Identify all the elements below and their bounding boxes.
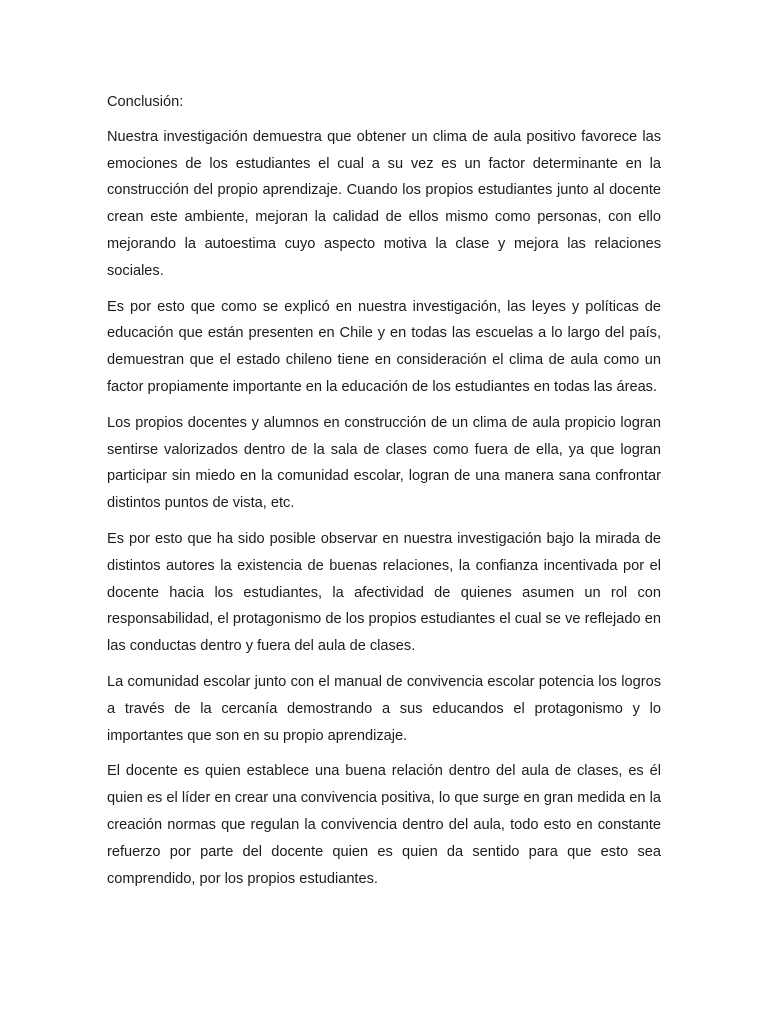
paragraph-3: Los propios docentes y alumnos en construcción de un clima de aula propicio logran sentirse valorizados dentro de la sala de clases como fuera de ella, ya que logran participar sin miedo en la comunidad escolar, logran de una manera sana confrontar distintos puntos de vista, etc. — [107, 414, 661, 512]
section-heading: Conclusión: — [107, 94, 184, 110]
paragraph-1: Nuestra investigación demuestra que obtener un clima de aula positivo favorece las emociones de los estudiantes el cual a su vez es un factor determinante en la construcción del propio aprendizaje. Cuando los propios estudiantes junto al docente crean este ambiente, mejoran la calidad de ellos mismo como personas, con ello mejorando la autoestima cuyo aspecto motiva la clase y mejora las relaciones sociales. — [107, 128, 661, 279]
paragraph-6: El docente es quien establece una buena relación dentro del aula de clases, es él quien es el líder en crear una convivencia positiva, lo que surge en gran medida en la creación normas que regulan la convivencia dentro del aula, todo esto en constante refuerzo por parte del docente quien es quien da sentido para que esto sea comprendido, por los propios estudiantes. — [107, 763, 661, 887]
document-body — [107, 89, 661, 901]
paragraph-2: Es por esto que como se explicó en nuestra investigación, las leyes y políticas de educación que están presenten en Chile y en todas las escuelas a lo largo del país, demuestran que el estado chileno tiene en consideración el clima de aula como un factor propiamente importante en la educación de los estudiantes en todas las áreas. — [107, 298, 661, 395]
paragraph-4: Es por esto que ha sido posible observar en nuestra investigación bajo la mirada de distintos autores la existencia de buenas relaciones, la confianza incentivada por el docente hacia los estudiantes, la afectividad de quienes asumen un rol con responsabilidad, el protagonismo de los propios estudiantes el cual se ve reflejado en las conductas dentro y fuera del aula de clases. — [107, 530, 661, 655]
paragraph-5: La comunidad escolar junto con el manual de convivencia escolar potencia los logros a través de la cercanía demostrando a sus educandos el protagonismo y lo importantes que son en su propio aprendizaje. — [107, 673, 661, 744]
